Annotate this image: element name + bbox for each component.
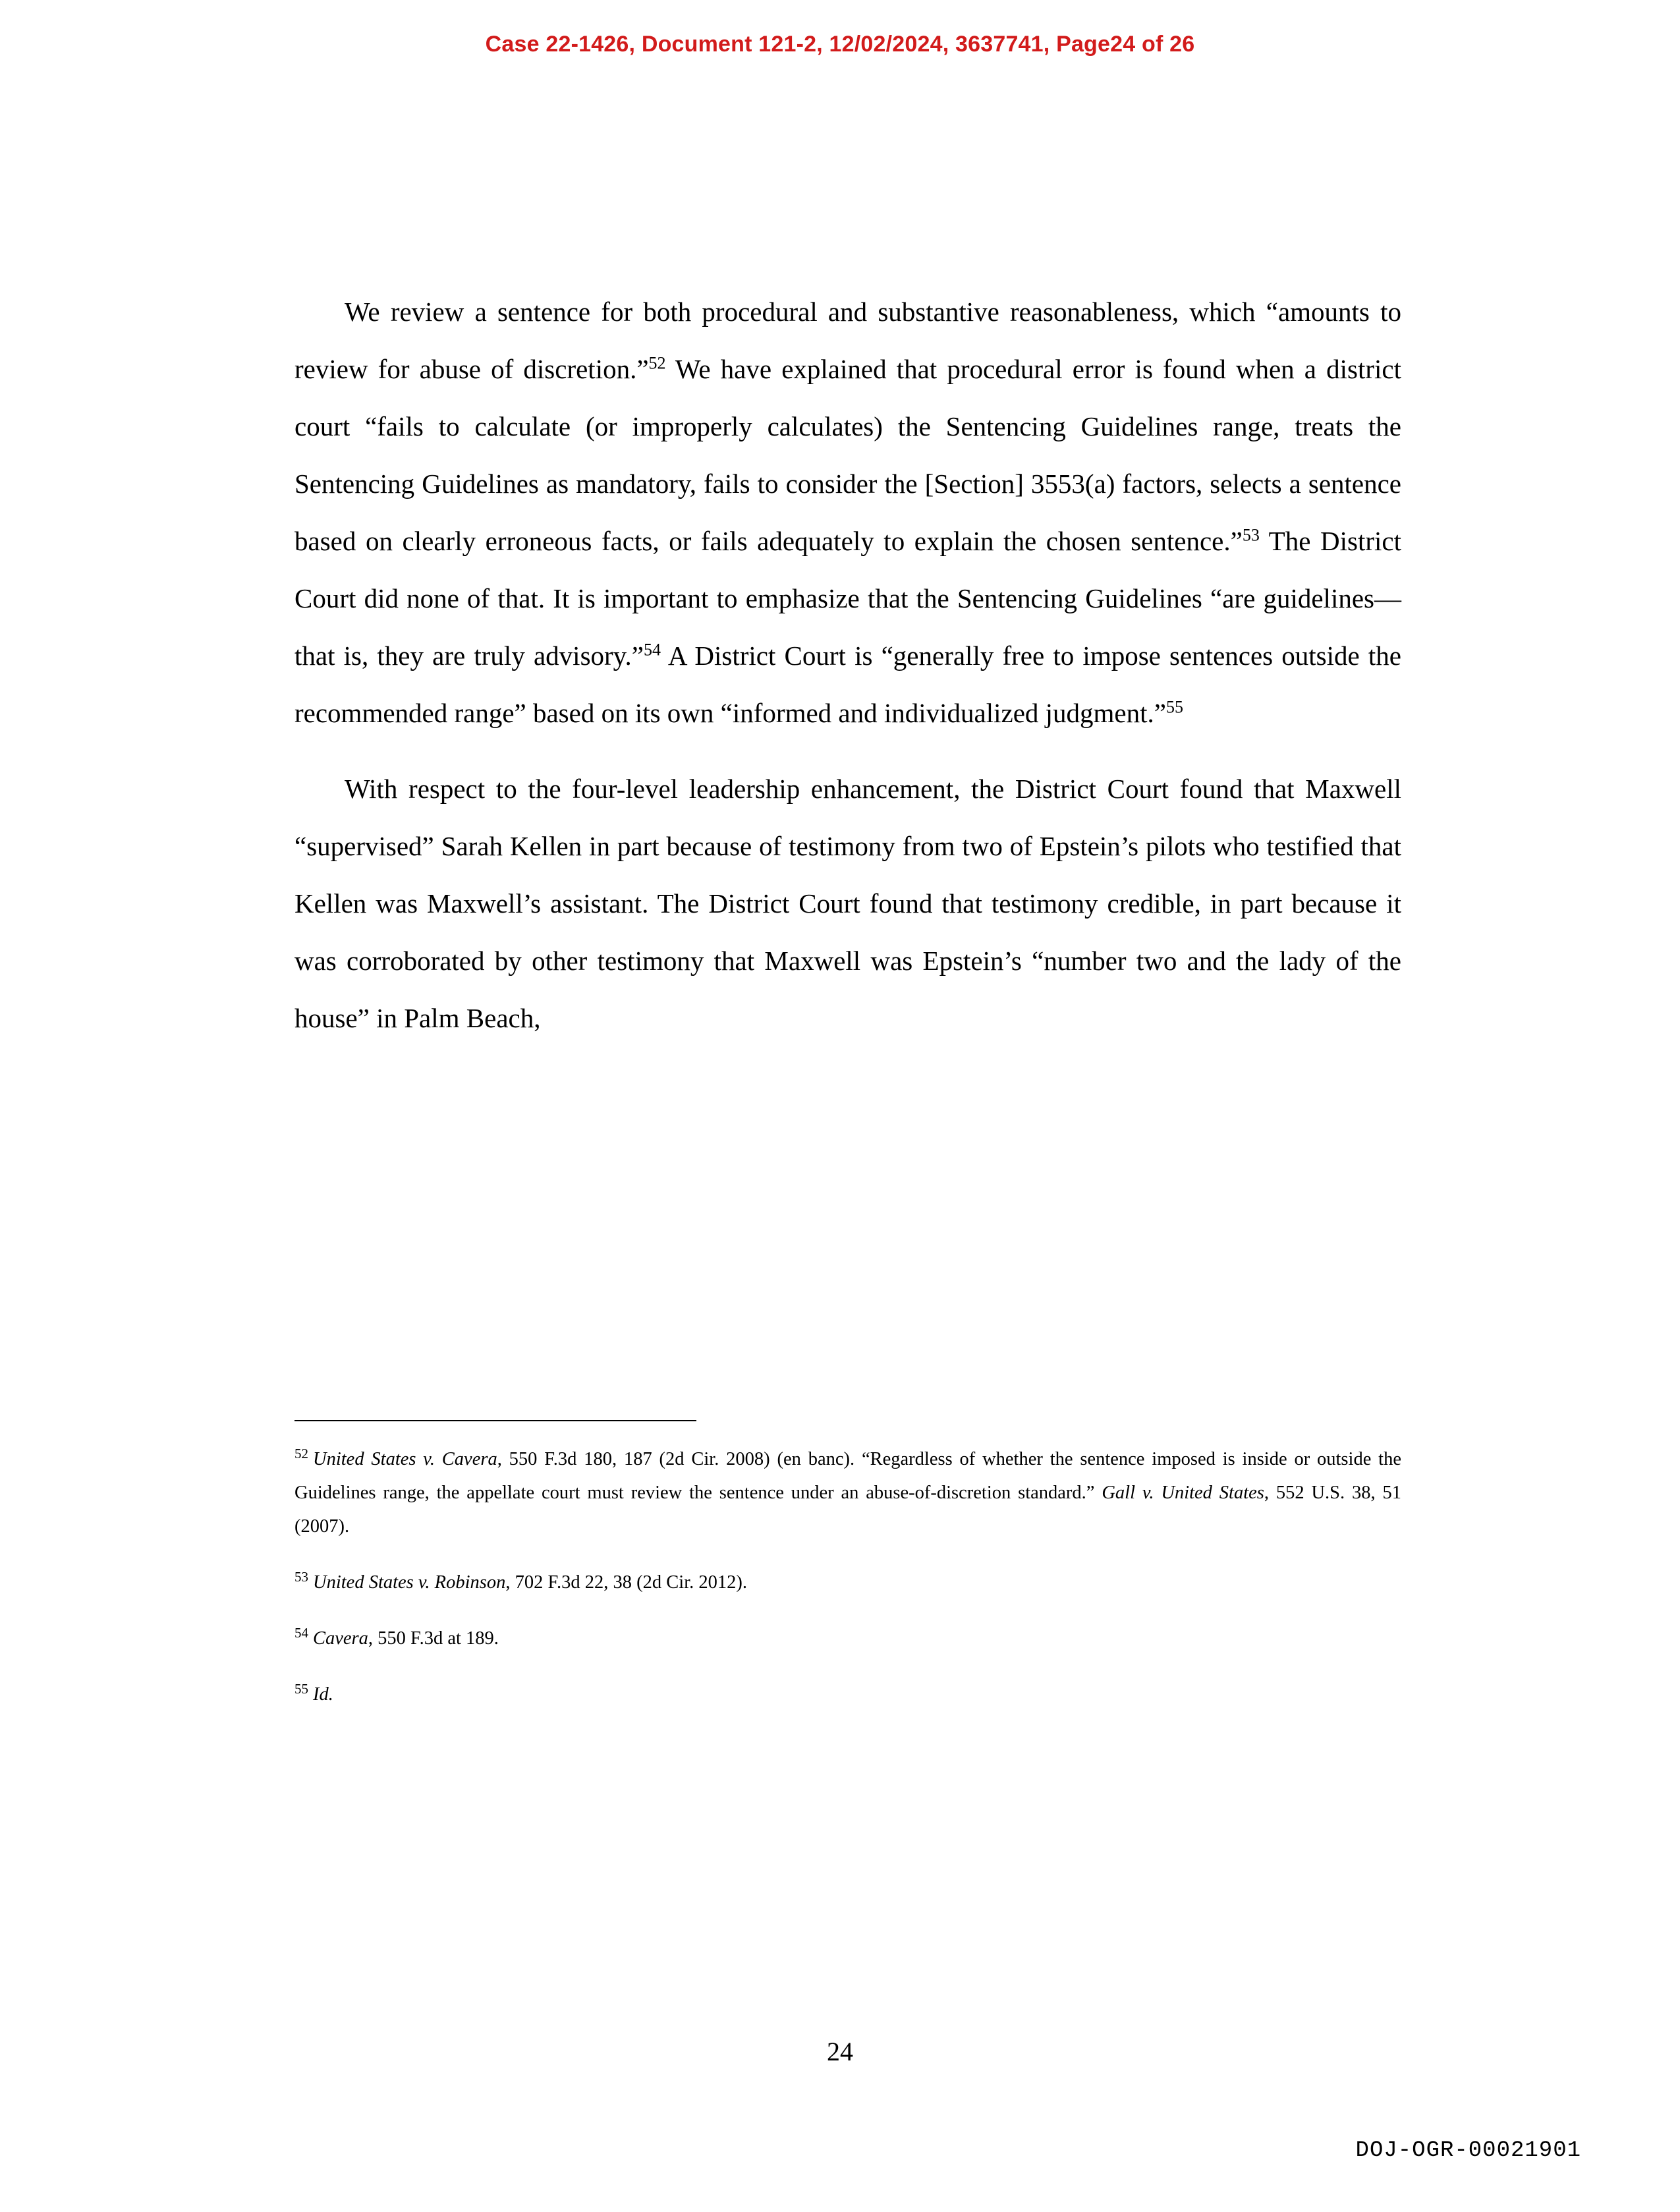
footnote-ref-52: 52 xyxy=(648,353,666,373)
paragraph-1-segment-4: A District Court is “generally free to impose sentences outside the recommended range” based on its own “informed and individualized judgment.” xyxy=(294,640,1401,728)
ecf-case-stamp: Case 22-1426, Document 121-2, 12/02/2024, 3637741, Page24 of 26 xyxy=(485,32,1195,57)
footnote-ref-53: 53 xyxy=(1242,525,1260,545)
footnote-number-54: 54 xyxy=(294,1624,308,1641)
footnote-52 xyxy=(294,1442,1401,1543)
footnote-block xyxy=(294,1420,1401,1711)
footnote-52-text-1: , 550 F.3d 180, 187 (2d Cir. 2008) (en banc). “Regardless of whether the sentence imposed is inside or outside the Guidelines range, the appellate court must review the sentence under an abuse-of-discretion standard.” xyxy=(294,1449,1401,1503)
footnote-53 xyxy=(294,1566,1401,1599)
paragraph-1 xyxy=(294,283,1401,742)
paragraph-1-segment-2: We have explained that procedural error is found when a district court “fails to calculate (or improperly calculates) the Sentencing Guidelines range, treats the Sentencing Guidelines as mandatory, fails to consider the [Section] 3553(a) factors, selects a sentence based on clearly erroneous facts, or fails adequately to explain the chosen sentence.” xyxy=(294,354,1401,556)
footnote-separator-rule xyxy=(294,1420,696,1421)
paragraph-1-segment-3: The District Court did none of that. It is important to emphasize that the Sentencing Guidelines “are guidelines—that is, they are truly advisory.” xyxy=(294,526,1401,671)
footnote-52-citation-1: United States v. Cavera xyxy=(313,1449,497,1469)
bates-number: DOJ-OGR-00021901 xyxy=(1355,2138,1581,2163)
footnote-53-citation-1: United States v. Robinson xyxy=(313,1572,506,1593)
footnote-52-text-2: , 552 U.S. 38, 51 (2007). xyxy=(294,1483,1401,1537)
footnote-ref-55: 55 xyxy=(1165,697,1183,717)
footnote-number-52: 52 xyxy=(294,1445,308,1461)
paragraph-2: With respect to the four-level leadership enhancement, the District Court found that Maxwell “supervised” Sarah Kellen in part because of testimony from two of Epstein’s pilots who testified that Kellen was Maxwell’s assistant. The District Court found that testimony credible, in part because it was corroborated by other testimony that Maxwell was Epstein’s “number two and the lady of the house” in Palm Beach, xyxy=(294,774,1401,1033)
footnote-52-citation-2: Gall v. United States xyxy=(1102,1483,1264,1503)
footnote-number-55: 55 xyxy=(294,1680,308,1697)
footnote-54-text-1: , 550 F.3d at 189. xyxy=(368,1628,499,1649)
footnote-number-53: 53 xyxy=(294,1568,308,1585)
footnote-54-citation-1: Cavera xyxy=(313,1628,368,1649)
footnote-55-citation-1: Id. xyxy=(313,1684,333,1705)
footnote-55 xyxy=(294,1678,1401,1711)
footnote-53-text-1: , 702 F.3d 22, 38 (2d Cir. 2012). xyxy=(505,1572,748,1593)
footnote-54 xyxy=(294,1622,1401,1655)
footnote-ref-54: 54 xyxy=(643,640,661,660)
paragraph-1-segment-1: We review a sentence for both procedural and substantive reasonableness, which “amounts to review for abuse of discretion.” xyxy=(294,297,1401,384)
page-number: 24 xyxy=(827,2037,853,2066)
body-text-block xyxy=(294,283,1401,1047)
